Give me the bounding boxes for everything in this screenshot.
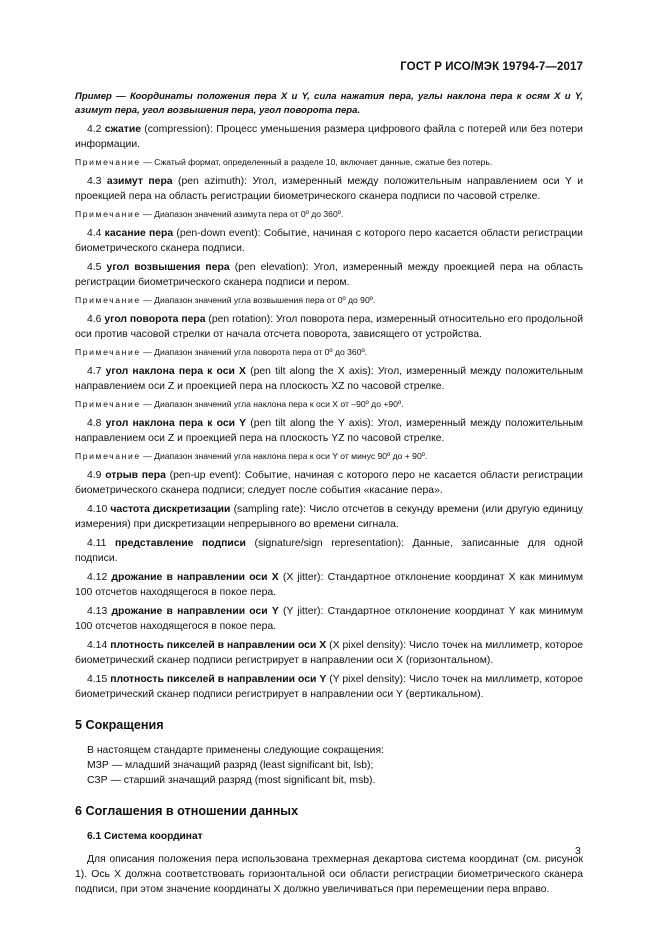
abbreviation-item: СЗР — старший значащий разряд (most significant bit, msb). — [87, 775, 376, 786]
note-label: Примечание — [75, 347, 141, 357]
note-label: Примечание — [75, 451, 141, 461]
term-english: (pen elevation): — [229, 262, 314, 273]
term-text: Число точек на миллиметр, которое биометрический сканер подписи регистрирует в направлении оси X (горизонтальном). — [75, 640, 584, 666]
term-name: азимут пера — [106, 176, 173, 187]
term-note — [75, 294, 583, 307]
term-text: Стандартное отклонение координат X как минимум 100 отсчетов находящегося в покое пера. — [75, 572, 583, 598]
term-number: 4.7 — [87, 366, 102, 377]
section-5-intro: В настоящем стандарте применены следующие сокращения: — [87, 745, 384, 756]
note-label: Примечание — [75, 399, 141, 409]
example-paragraph: Пример — Координаты положения пера X и Y, сила нажатия пера, углы наклона пера к осям X и Y, азимут пера, угол возвышения пера, угол поворота пера. — [75, 91, 583, 116]
term-definition — [75, 312, 583, 342]
term-text: Данные, записанные для одной подписи. — [75, 538, 584, 564]
term-name: угол возвышения пера — [106, 262, 230, 273]
term-english: (pen-down event): — [173, 228, 264, 239]
term-note — [75, 398, 583, 411]
term-name: представление подписи — [115, 538, 246, 549]
term-name: сжатие — [104, 124, 142, 135]
term-text: Число отсчетов в секунду времени (или другую единицу измерения) при дискретизации непрерывного во времени сигнала. — [75, 504, 583, 530]
term-definition — [75, 174, 583, 204]
note-text: — Сжатый формат, определенный в разделе 10, включает данные, сжатые без потерь. — [143, 157, 493, 167]
term-text: Событие, начиная с которого перо касается области регистрации биометрического сканера подписи. — [75, 228, 583, 254]
term-definition — [75, 604, 583, 634]
term-english: (Y pixel density): — [326, 674, 409, 685]
term-name: дрожание в направлении оси Y — [111, 606, 279, 617]
term-definition — [75, 468, 583, 498]
term-definition — [75, 364, 583, 394]
term-number: 4.8 — [87, 418, 102, 429]
term-definition — [75, 260, 583, 290]
term-name: плотность пикселей в направлении оси Y — [110, 674, 327, 685]
term-number: 4.5 — [87, 262, 102, 273]
term-english: (pen azimuth): — [172, 176, 253, 187]
term-definition — [75, 502, 583, 532]
term-note — [75, 156, 583, 169]
term-english: (pen-up event): — [165, 470, 245, 481]
subsection-6-1-title: 6.1 Система координат — [87, 831, 203, 842]
term-english: (sampling rate): — [230, 504, 310, 515]
term-name: угол наклона пера к оси X — [105, 366, 246, 377]
term-text: Угол, измеренный между положительным направлением оси Y и проекцией пера на область регистрации биометрического сканера подписи по часовой стрелке. — [75, 176, 583, 202]
term-text: Угол поворота пера, измеренный относительно его продольной оси против часовой стрелки от начала отсчета поворота, зависящего от устройства. — [75, 314, 584, 340]
term-number: 4.13 — [87, 606, 108, 617]
section-5-title: 5 Сокращения — [75, 718, 164, 732]
term-note — [75, 208, 583, 221]
document-header: ГОСТ Р ИСО/МЭК 19794-7—2017 — [400, 61, 583, 73]
note-label: Примечание — [75, 157, 141, 167]
abbreviation-item: МЗР — младший значащий разряд (least significant bit, lsb); — [87, 760, 374, 771]
term-definition — [75, 570, 583, 600]
term-name: отрыв пера — [105, 470, 166, 481]
term-text: Угол, измеренный между положительным направлением оси Z и проекцией пера на плоскость YZ по часовой стрелке. — [75, 418, 584, 444]
section-6-1-text: Для описания положения пера использована трехмерная декартова система координат (см. рисунок 1). Ось X должна соответствовать горизонтальной оси области регистрации биометрического сканера подписи, при этом значение координаты X должно увеличиваться при перемещении пера вправо. — [75, 854, 583, 895]
terms-list — [75, 122, 583, 702]
note-label: Примечание — [75, 295, 141, 305]
term-number: 4.6 — [87, 314, 102, 325]
note-text: — Диапазон значений угла возвышения пера от 0º до 90º. — [143, 295, 376, 305]
term-number: 4.12 — [87, 572, 108, 583]
term-name: угол наклона пера к оси Y — [105, 418, 247, 429]
term-definition — [75, 122, 583, 152]
document-body — [75, 90, 583, 897]
term-english: (X pixel density): — [326, 640, 410, 651]
term-name: частота дискретизации — [110, 504, 231, 515]
term-definition — [75, 638, 583, 668]
term-number: 4.10 — [87, 504, 108, 515]
term-english: (pen rotation): — [205, 314, 276, 325]
term-definition — [75, 226, 583, 256]
note-text: — Диапазон значений угла наклона пера к оси Y от минус 90º до + 90º. — [143, 451, 428, 461]
term-note — [75, 346, 583, 359]
term-number: 4.4 — [87, 228, 102, 239]
term-text: Угол, измеренный между проекцией пера на область регистрации биометрического сканера подписи и пером. — [75, 262, 583, 288]
term-name: дрожание в направлении оси X — [111, 572, 279, 583]
term-definition — [75, 416, 583, 446]
note-label: Примечание — [75, 209, 141, 219]
term-english: (Y jitter): — [278, 606, 328, 617]
term-definition — [75, 536, 583, 566]
term-name: плотность пикселей в направлении оси X — [110, 640, 327, 651]
term-name: касание пера — [104, 228, 174, 239]
term-english: (compression): — [141, 124, 217, 135]
term-number: 4.9 — [87, 470, 102, 481]
term-number: 4.2 — [87, 124, 102, 135]
term-note — [75, 450, 583, 463]
note-text: — Диапазон значений азимута пера от 0º до 360º. — [143, 209, 344, 219]
term-text: Угол, измеренный между положительным направлением оси Z и проекцией пера на плоскость XZ по часовой стрелке. — [75, 366, 583, 392]
term-definition — [75, 672, 583, 702]
term-name: угол поворота пера — [104, 314, 206, 325]
note-text: — Диапазон значений угла поворота пера от 0º до 360º. — [143, 347, 368, 357]
term-text: Стандартное отклонение координат Y как минимум 100 отсчетов находящегося в покое пера. — [75, 606, 583, 632]
term-english: (pen tilt along the Y axis): — [246, 418, 378, 429]
term-english: (X jitter): — [278, 572, 328, 583]
section-6-title: 6 Соглашения в отношении данных — [75, 804, 299, 818]
term-number: 4.15 — [87, 674, 108, 685]
term-english: (signature/sign representation): — [245, 538, 413, 549]
term-text: Число точек на миллиметр, которое биометрический сканер подписи регистрирует в направлении оси Y (вертикальном). — [75, 674, 584, 700]
term-text: Событие, начиная с которого перо не касается области регистрации биометрического сканера подписи; следует после события «касание пера». — [75, 470, 583, 496]
note-text: — Диапазон значений угла наклона пера к оси X от –90º до +90º. — [143, 399, 404, 409]
term-english: (pen tilt along the X axis): — [245, 366, 378, 377]
page-number: 3 — [575, 846, 581, 857]
term-text: Процесс уменьшения размера цифрового файла с потерей или без потери информации. — [75, 124, 583, 150]
term-number: 4.14 — [87, 640, 108, 651]
term-number: 4.11 — [87, 538, 107, 549]
term-number: 4.3 — [87, 176, 102, 187]
